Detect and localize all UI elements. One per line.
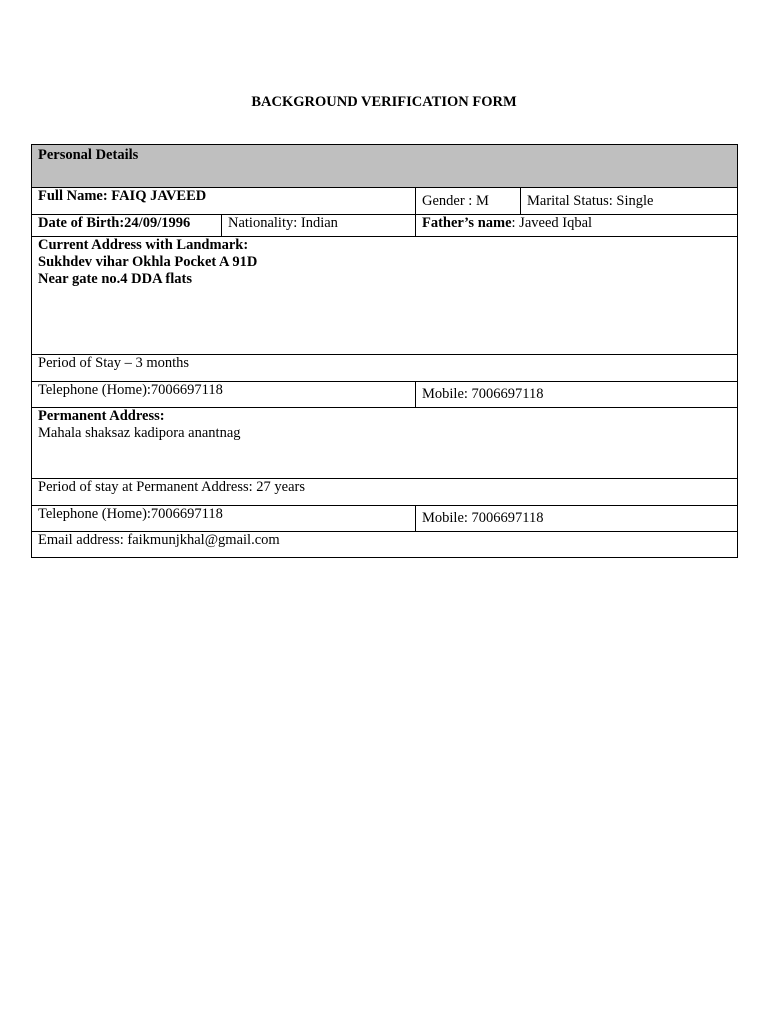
email-row — [32, 532, 737, 557]
gender: Gender : M — [415, 188, 520, 214]
fathers-name-label: Father’s name — [422, 215, 512, 231]
date-of-birth: Date of Birth:24/09/1996 — [38, 215, 191, 231]
telephone-home-current: Telephone (Home):7006697118 — [38, 382, 223, 398]
permanent-address-label: Permanent Address: — [38, 408, 165, 424]
telephone-home-permanent: Telephone (Home):7006697118 — [38, 506, 223, 522]
permanent-address-value: Mahala shaksaz kadipora anantnag — [38, 425, 241, 441]
period-of-stay-row — [32, 355, 737, 382]
current-phone-row — [32, 382, 737, 408]
personal-details-table — [31, 144, 738, 558]
current-address-line-1: Sukhdev vihar Okhla Pocket A 91D — [38, 254, 258, 270]
mobile-current: Mobile: 7006697118 — [415, 382, 737, 407]
permanent-stay-row — [32, 479, 737, 506]
email-address: Email address: faikmunjkhal@gmail.com — [38, 532, 280, 548]
current-address-label: Current Address with Landmark: — [38, 237, 249, 253]
section-header-row — [32, 145, 737, 188]
dob-row — [32, 215, 737, 237]
current-address-row — [32, 237, 737, 355]
full-name: Full Name: FAIQ JAVEED — [38, 188, 207, 204]
fathers-name — [415, 215, 737, 236]
permanent-phone-row — [32, 506, 737, 532]
current-address — [32, 237, 737, 354]
period-of-stay-permanent: Period of stay at Permanent Address: 27 years — [38, 479, 305, 495]
nationality: Nationality: Indian — [221, 215, 415, 236]
section-header: Personal Details — [38, 147, 139, 163]
fathers-name-value: : Javeed Iqbal — [511, 215, 593, 231]
permanent-address-row — [32, 408, 737, 479]
marital-status: Marital Status: Single — [520, 188, 737, 214]
permanent-address — [32, 408, 737, 478]
period-of-stay: Period of Stay – 3 months — [38, 355, 190, 371]
form-title: BACKGROUND VERIFICATION FORM — [251, 94, 517, 110]
current-address-line-2: Near gate no.4 DDA flats — [38, 271, 192, 287]
name-row — [32, 188, 737, 215]
mobile-permanent: Mobile: 7006697118 — [415, 506, 737, 531]
